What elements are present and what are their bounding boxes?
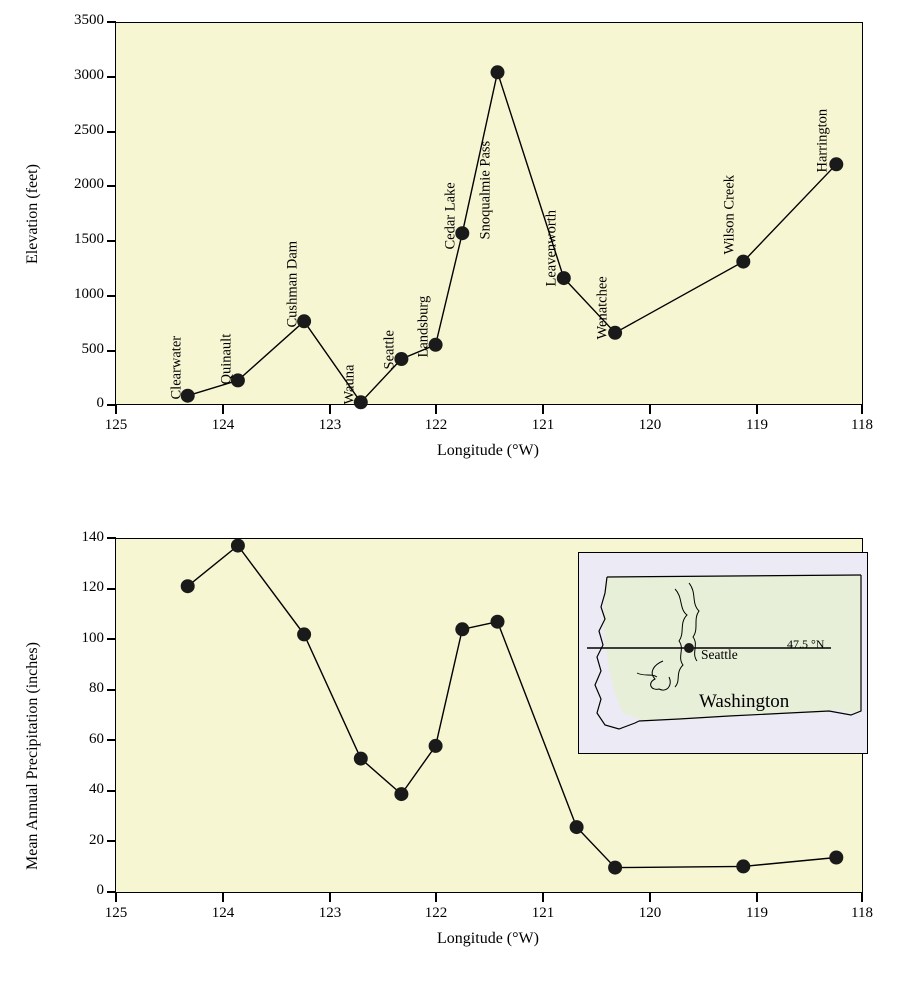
data-point [736,255,750,269]
elevation-ytick-0: 0 [96,395,104,411]
data-point [297,627,311,641]
elevation-point-label-landsburg: Landsburg [415,295,432,358]
precip-ytick-140: 140 [81,529,104,545]
data-point [394,787,408,801]
elevation-y-axis-label: Elevation (feet) [24,164,41,264]
data-point [491,615,505,629]
precip-xtick-123: 123 [318,905,342,921]
elevation-ytick-1500: 1500 [74,231,104,247]
elevation-point-label-wilson-creek: Wilson Creek [721,174,738,255]
elevation-point-label-wenatchee: Wenatchee [594,276,611,340]
precip-xtick-121: 121 [531,905,555,921]
precip-xtick-118: 118 [851,905,873,921]
inset-city-label: Seattle [701,647,738,662]
elevation-point-label-leavenworth: Leavenworth [543,210,560,287]
precip-ytick-0: 0 [96,882,104,898]
elevation-point-label-wauna: Wauna [341,364,358,405]
data-point [608,861,622,875]
elevation-xtick-120: 120 [638,417,662,433]
elevation-point-label-harrington: Harrington [814,108,831,173]
data-point [354,752,368,766]
precip-xtick-119: 119 [746,905,768,921]
precip-xtick-120: 120 [638,905,662,921]
data-point [455,622,469,636]
data-point [570,820,584,834]
elevation-xtick-118: 118 [851,417,873,433]
data-point [829,157,843,171]
elevation-point-label-cedar-lake: Cedar Lake [442,182,459,250]
precipitation-x-axis-label: Longitude (°W) [437,930,539,947]
chart-elevation [0,0,912,470]
precipitation-y-axis-label: Mean Annual Precipitation (inches) [24,642,41,870]
precip-ytick-80: 80 [89,680,104,696]
elevation-ytick-3000: 3000 [74,67,104,83]
precip-ytick-120: 120 [81,579,104,595]
elevation-xtick-119: 119 [746,417,768,433]
data-point [231,539,245,553]
seattle-marker [684,643,694,653]
elevation-ytick-3500: 3500 [74,12,104,28]
elevation-ytick-1000: 1000 [74,286,104,302]
elevation-xtick-124: 124 [211,417,235,433]
elevation-xtick-123: 123 [318,417,342,433]
elevation-xtick-121: 121 [531,417,555,433]
precip-xtick-122: 122 [424,905,448,921]
data-point [736,859,750,873]
data-point [181,579,195,593]
inset-map-washington [578,552,868,754]
elevation-point-label-quinault: Quinault [218,333,235,385]
elevation-ytick-2500: 2500 [74,122,104,138]
elevation-point-label-clearwater: Clearwater [168,335,185,400]
elevation-xtick-125: 125 [104,417,128,433]
elevation-point-label-cushman-dam: Cushman Dam [284,240,301,328]
elevation-x-axis-label: Longitude (°W) [437,442,539,459]
chart-precipitation [0,510,912,980]
precip-ytick-60: 60 [89,731,104,747]
precip-ytick-20: 20 [89,832,104,848]
elevation-xtick-122: 122 [424,417,448,433]
inset-latitude-label: 47.5 °N [787,637,825,651]
precip-xtick-124: 124 [211,905,235,921]
precip-ytick-40: 40 [89,781,104,797]
inset-state-label: Washington [699,691,790,712]
data-point [491,65,505,79]
data-point [829,851,843,865]
elevation-point-label-snoqualmie-pass: Snoqualmie Pass [477,140,494,240]
precip-xtick-125: 125 [104,905,128,921]
elevation-ytick-500: 500 [81,341,104,357]
elevation-ytick-2000: 2000 [74,176,104,192]
elevation-point-label-seattle: Seattle [381,330,398,370]
data-point [429,739,443,753]
precip-ytick-100: 100 [81,630,104,646]
